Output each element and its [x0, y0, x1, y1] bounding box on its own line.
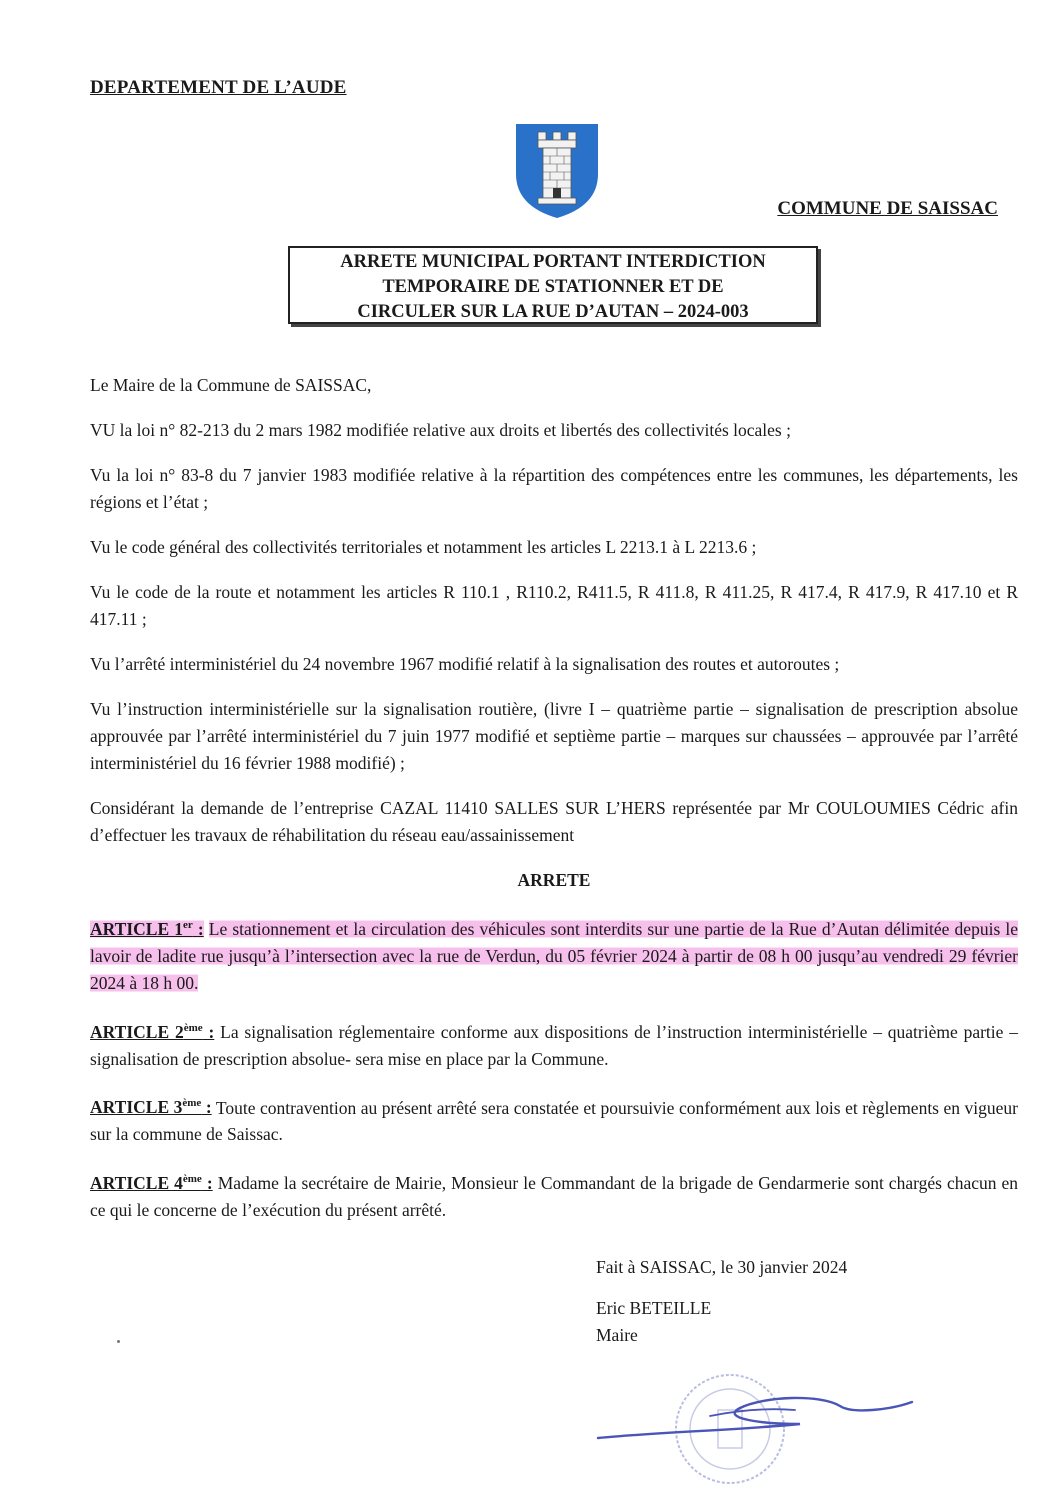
decree-title-line-3: CIRCULER SUR LA RUE D’AUTAN – 2024-003	[357, 302, 749, 322]
preamble-law-1982: VU la loi n° 82-213 du 2 mars 1982 modifiée relative aux droits et libertés des collectivités locales ;	[90, 420, 791, 440]
signatory-name: Eric BETEILLE	[596, 1298, 712, 1318]
article-1	[90, 912, 1018, 997]
preamble-request: Considérant la demande de l’entreprise CAZAL 11410 SALLES SUR L’HERS représentée par Mr COULOUMIES Cédric afin d’effectuer les travaux de réhabilitation du réseau eau/assainissement	[90, 798, 1018, 845]
scan-speck	[117, 1340, 120, 1343]
preamble-mayor: Le Maire de la Commune de SAISSAC,	[90, 375, 372, 395]
preamble-instruction: Vu l’instruction interministérielle sur la signalisation routière, (livre I – quatrième partie – signalisation de prescription absolue approuvée par l’arrêté interministériel du 7 juin 1977 modifié et septième partie – marques sur chaussées – approuvée par l’arrêté interministériel du 16 février 1988 modifié) ;	[90, 699, 1018, 773]
commune-title: COMMUNE DE SAISSAC	[777, 198, 998, 219]
article-2-label: ARTICLE 2ème :	[90, 1021, 215, 1042]
article-2-text: La signalisation réglementaire conforme aux dispositions de l’instruction interministérielle – quatrième partie –signalisation de prescription absolue- sera mise en place par la Commune.	[90, 1021, 1018, 1069]
article-4-label: ARTICLE 4ème :	[90, 1173, 213, 1194]
decree-title-line-1: ARRETE MUNICIPAL PORTANT INTERDICTION	[340, 252, 766, 272]
preamble-law-1983: Vu la loi n° 83-8 du 7 janvier 1983 modifiée relative à la répartition des compétences entre les communes, les départements, les régions et l’état ;	[90, 465, 1018, 512]
article-1-text: Le stationnement et la circulation des véhicules sont interdits sur une partie de la Rue d’Autan délimitée depuis le lavoir de ladite rue jusqu’à l’intersection avec la rue de Verdun, du 05 février 2024 à partir de 08 h 00 jusqu’au vendredi 29 février 2024 à 18 h 00.	[90, 918, 1018, 993]
tower-crest-icon	[514, 122, 600, 220]
article-1-label: ARTICLE 1er :	[90, 918, 204, 939]
signature-block	[596, 1254, 847, 1349]
signature-scribble	[590, 1380, 920, 1450]
article-3-label: ARTICLE 3ème :	[90, 1097, 212, 1118]
decree-title-box	[288, 246, 818, 324]
article-2	[90, 1015, 1018, 1073]
preamble-cgct: Vu le code général des collectivités territoriales et notamment les articles L 2213.1 à L 2213.6 ;	[90, 537, 757, 557]
decree-body	[90, 372, 1018, 1242]
decision-heading: ARRETE	[517, 870, 591, 890]
preamble-road-code: Vu le code de la route et notamment les articles R 110.1 , R110.2, R411.5, R 411.8, R 411.25, R 417.4, R 417.9, R 417.10 et R 417.11 ;	[90, 582, 1018, 629]
article-3-text: Toute contravention au présent arrêté sera constatée et poursuivie conformément aux lois et règlements en vigueur sur la commune de Saissac.	[90, 1097, 1018, 1145]
place-date: Fait à SAISSAC, le 30 janvier 2024	[596, 1257, 848, 1277]
signatory-role: Maire	[596, 1325, 638, 1345]
decree-title-line-2: TEMPORAIRE DE STATIONNER ET DE	[382, 277, 724, 297]
article-4	[90, 1166, 1018, 1224]
preamble-arrete-1967: Vu l’arrêté interministériel du 24 novembre 1967 modifié relatif à la signalisation des routes et autoroutes ;	[90, 654, 840, 674]
department-title: DEPARTEMENT DE L’AUDE	[90, 77, 347, 98]
article-4-text: Madame la secrétaire de Mairie, Monsieur le Commandant de la brigade de Gendarmerie sont chargés chacun en ce qui le concerne de l’exécution du présent arrêté.	[90, 1173, 1019, 1221]
article-3	[90, 1091, 1018, 1149]
